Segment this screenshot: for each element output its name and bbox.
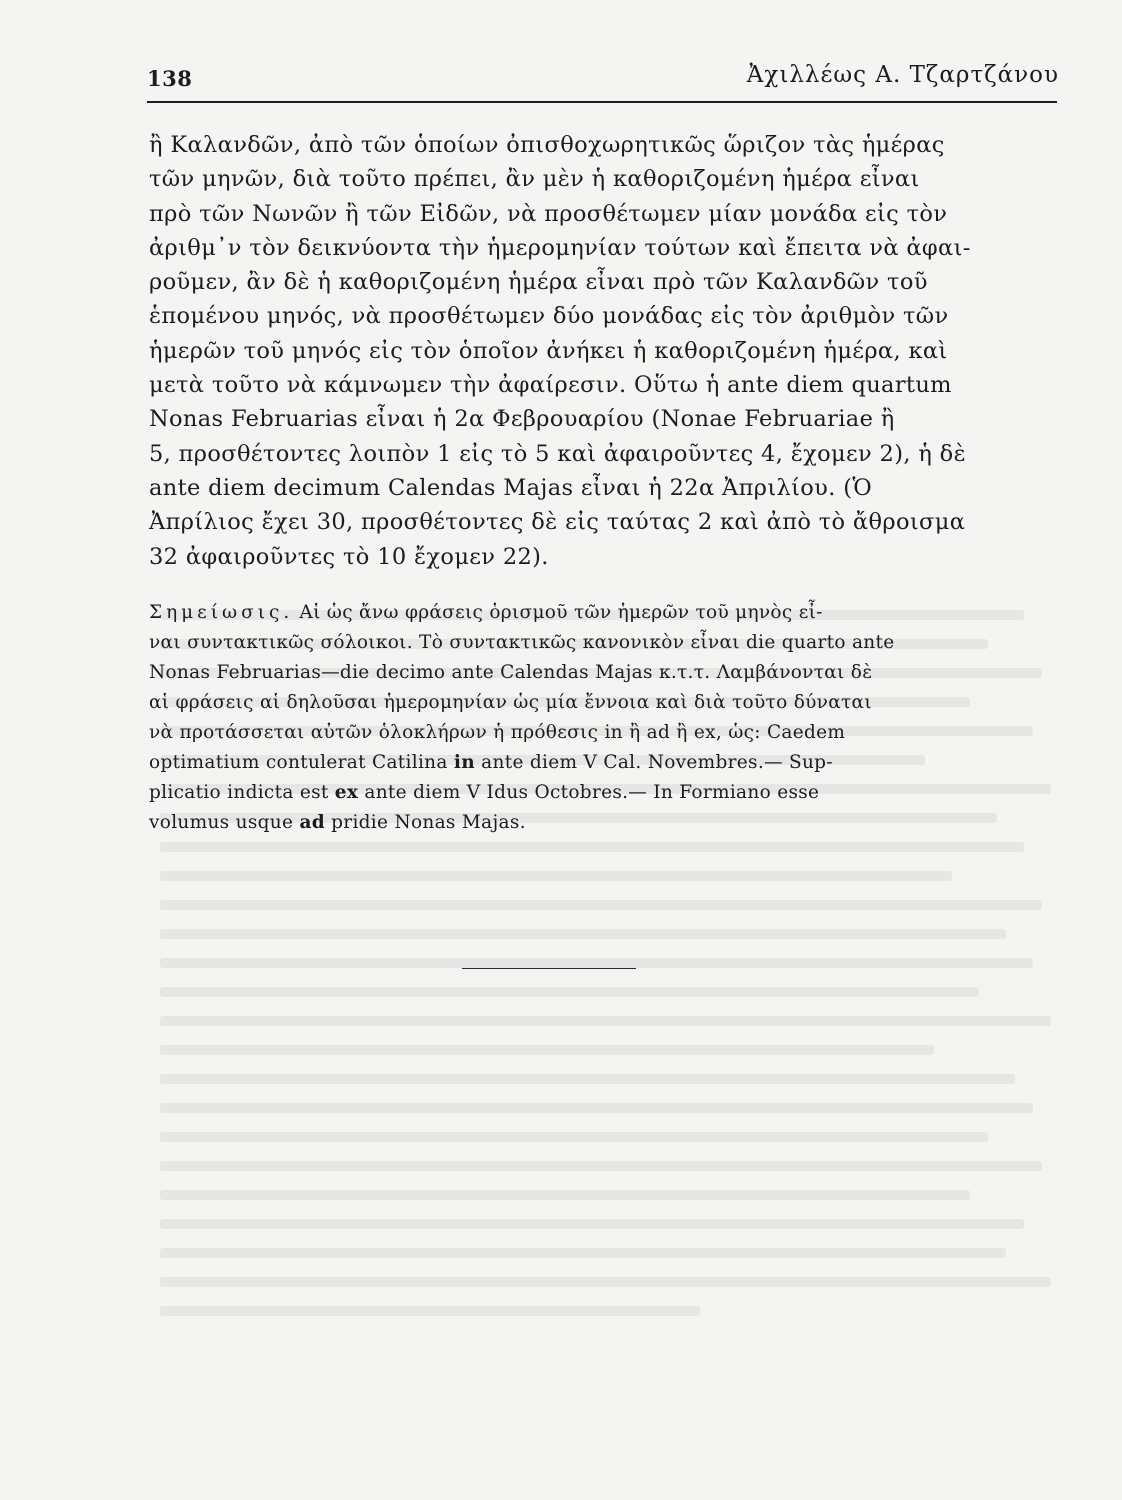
text-line: ἢ Καλανδῶν, ἀπὸ τῶν ὁποίων ὀπισθοχωρητικῶς ὥριζον τὰς ἡμέρας <box>149 132 945 158</box>
note-line <box>149 778 1069 808</box>
note-text: plicatio indicta est <box>149 782 335 803</box>
note-line: νὰ προτάσσεται αὐτῶν ὁλοκλήρων ἡ πρόθεσις in ἢ ad ἢ ex, ὡς: Caedem <box>149 722 846 743</box>
running-header <box>147 56 1067 102</box>
text-line: Ἀπρίλιος ἔχει 30, προσθέτοντες δὲ εἰς ταύτας 2 καὶ ἀπὸ τὸ ἄθροισμα <box>149 509 966 536</box>
note-text: volumus usque <box>149 812 300 833</box>
text-line: 5, προσθέτοντες λοιπὸν 1 εἰς τὸ 5 καὶ ἀφαιροῦντες 4, ἔχομεν 2), ἡ δὲ <box>149 440 966 467</box>
note-text: ante diem V Idus Octobres.— In Formiano esse <box>358 782 820 803</box>
note-line: Nonas Februarias—die decimo ante Calendas Majas κ.τ.τ. Λαμβάνονται δὲ <box>149 662 873 683</box>
text-line: πρὸ τῶν Νωνῶν ἢ τῶν Εἰδῶν, νὰ προσθέτωμεν μίαν μονάδα εἰς τὸν <box>149 200 948 227</box>
page-number: 138 <box>147 66 193 91</box>
note-line <box>149 748 1069 778</box>
note-line: ναι συντακτικῶς σόλοικοι. Τὸ συντακτικῶς κανονικὸν εἶναι die quarto ante <box>149 632 895 653</box>
note-text: optimatium contulerat Catilina <box>149 752 454 773</box>
note-text: ante diem V Cal. Novembres.— Sup- <box>475 752 833 773</box>
bold-preposition: in <box>453 752 475 773</box>
header-rule <box>147 101 1057 103</box>
text-line: ἑπομένου μηνός, νὰ προσθέτωμεν δύο μονάδας εἰς τὸν ἀριθμὸν τῶν <box>149 303 949 330</box>
bold-preposition: ex <box>334 782 359 803</box>
text-line: Nonas Februarias εἶναι ἡ 2α Φεβρουαρίου (Nonae Februariae ἢ <box>149 406 895 433</box>
note-label: Σημείωσις. <box>149 602 294 623</box>
note-line <box>149 808 1069 838</box>
section-end-rule <box>462 968 636 969</box>
text-line: ροῦμεν, ἂν δὲ ἡ καθοριζομένη ἡμέρα εἶναι πρὸ τῶν Καλανδῶν τοῦ <box>149 269 928 296</box>
main-paragraph <box>149 128 1069 574</box>
text-line: τῶν μηνῶν, διὰ τοῦτο πρέπει, ἂν μὲν ἡ καθοριζομένη ἡμέρα εἶναι <box>149 166 920 193</box>
text-line: μετὰ τοῦτο νὰ κάμνωμεν τὴν ἀφαίρεσιν. Οὕτω ἡ ante diem quartum <box>149 372 952 399</box>
running-title: Ἀχιλλέως Α. Τζαρτζάνου <box>746 62 1059 88</box>
note-paragraph <box>149 598 1069 838</box>
note-line: αἱ φράσεις αἱ δηλοῦσαι ἡμερομηνίαν ὡς μία ἔννοια καὶ διὰ τοῦτο δύναται <box>149 692 872 713</box>
bold-preposition: ad <box>299 812 325 833</box>
text-line: ante diem decimum Calendas Majas εἶναι ἡ 22α Ἀπριλίου. (Ὁ <box>149 474 873 501</box>
text-line: 32 ἀφαιροῦντες τὸ 10 ἔχομεν 22). <box>149 543 549 570</box>
note-line <box>149 598 1069 628</box>
note-text: Αἱ ὡς ἄνω φράσεις ὁρισμοῦ τῶν ἡμερῶν τοῦ μηνὸς εἶ- <box>293 602 823 623</box>
note-text: pridie Nonas Majas. <box>324 812 526 833</box>
text-line: ἡμερῶν τοῦ μηνός εἰς τὸν ὁποῖον ἀνήκει ἡ καθοριζομένη ἡμέρα, καὶ <box>149 337 948 364</box>
text-line: ἀριθμ᾿ν τὸν δεικνύοντα τὴν ἡμερομηνίαν τούτων καὶ ἔπειτα νὰ ἀφαι- <box>149 234 971 261</box>
